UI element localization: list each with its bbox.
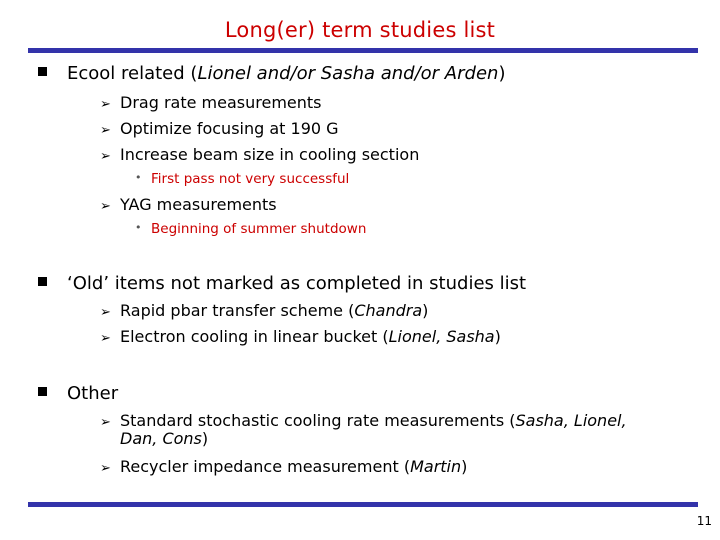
sub-bullet-suffix: ) xyxy=(461,457,468,476)
bullet-suffix: ) xyxy=(498,63,506,84)
bullet-old-items xyxy=(38,273,526,294)
bullet-other xyxy=(38,383,118,404)
arrow-bullet-icon: ➢ xyxy=(100,331,111,346)
dot-bullet-icon: • xyxy=(135,221,142,234)
sub-bullet-names: Lionel, Sasha xyxy=(388,327,495,346)
footer-rule xyxy=(28,502,698,507)
sub-bullet-recycler xyxy=(100,458,467,478)
dot-bullet-icon: • xyxy=(135,171,142,184)
sub-bullet-suffix: ) xyxy=(494,327,501,346)
arrow-bullet-icon: ➢ xyxy=(100,149,111,164)
sub-bullet-names: Chandra xyxy=(354,301,423,320)
sub-sub-bullet-text: Beginning of summer shutdown xyxy=(151,221,367,237)
sub-bullet-text: Increase beam size in cooling section xyxy=(120,145,420,164)
bullet-text: Other xyxy=(67,383,119,404)
sub-sub-bullet-first-pass xyxy=(135,171,349,187)
sub-bullet-text: Electron cooling in linear bucket ( xyxy=(120,327,389,346)
square-bullet-icon xyxy=(38,67,47,76)
sub-bullet-suffix: ) xyxy=(201,429,209,448)
arrow-bullet-icon: ➢ xyxy=(100,123,111,138)
page-number: 11 xyxy=(696,514,712,528)
arrow-bullet-icon: ➢ xyxy=(100,305,111,320)
slide-title: Long(er) term studies list xyxy=(224,18,496,42)
sub-sub-bullet-text: First pass not very successful xyxy=(151,171,350,187)
title-rule xyxy=(28,48,698,53)
sub-bullet-names: Dan, Cons xyxy=(120,429,202,448)
square-bullet-icon xyxy=(38,277,47,286)
sub-bullet-suffix: ) xyxy=(422,301,429,320)
sub-bullet-text: Rapid pbar transfer scheme ( xyxy=(120,301,355,320)
bullet-text: Ecool related ( xyxy=(67,63,198,84)
arrow-bullet-icon: ➢ xyxy=(100,415,111,430)
sub-bullet-stochastic-continued xyxy=(120,430,208,448)
sub-bullet-text: Recycler impedance measurement ( xyxy=(120,457,411,476)
arrow-bullet-icon: ➢ xyxy=(100,461,111,476)
bullet-ecool xyxy=(38,63,505,84)
sub-bullet-drag-rate xyxy=(100,94,322,114)
sub-bullet-names: Sasha, Lionel, xyxy=(515,411,627,430)
arrow-bullet-icon: ➢ xyxy=(100,199,111,214)
sub-bullet-pbar-transfer xyxy=(100,302,428,322)
sub-bullet-text: Drag rate measurements xyxy=(120,93,322,112)
sub-bullet-beam-size xyxy=(100,146,419,166)
arrow-bullet-icon: ➢ xyxy=(100,97,111,112)
sub-bullet-text: Optimize focusing at 190 G xyxy=(120,119,339,138)
sub-bullet-text: YAG measurements xyxy=(120,195,277,214)
sub-bullet-electron-cooling xyxy=(100,328,501,348)
sub-bullet-text: Standard stochastic cooling rate measurements ( xyxy=(120,411,516,430)
bullet-names: Lionel and/or Sasha and/or Arden xyxy=(197,63,499,84)
sub-bullet-names: Martin xyxy=(410,457,462,476)
sub-bullet-focusing xyxy=(100,120,339,140)
bullet-text: ‘Old’ items not marked as completed in studies list xyxy=(67,273,527,294)
sub-sub-bullet-shutdown xyxy=(135,221,366,237)
square-bullet-icon xyxy=(38,387,47,396)
sub-bullet-yag xyxy=(100,196,277,216)
